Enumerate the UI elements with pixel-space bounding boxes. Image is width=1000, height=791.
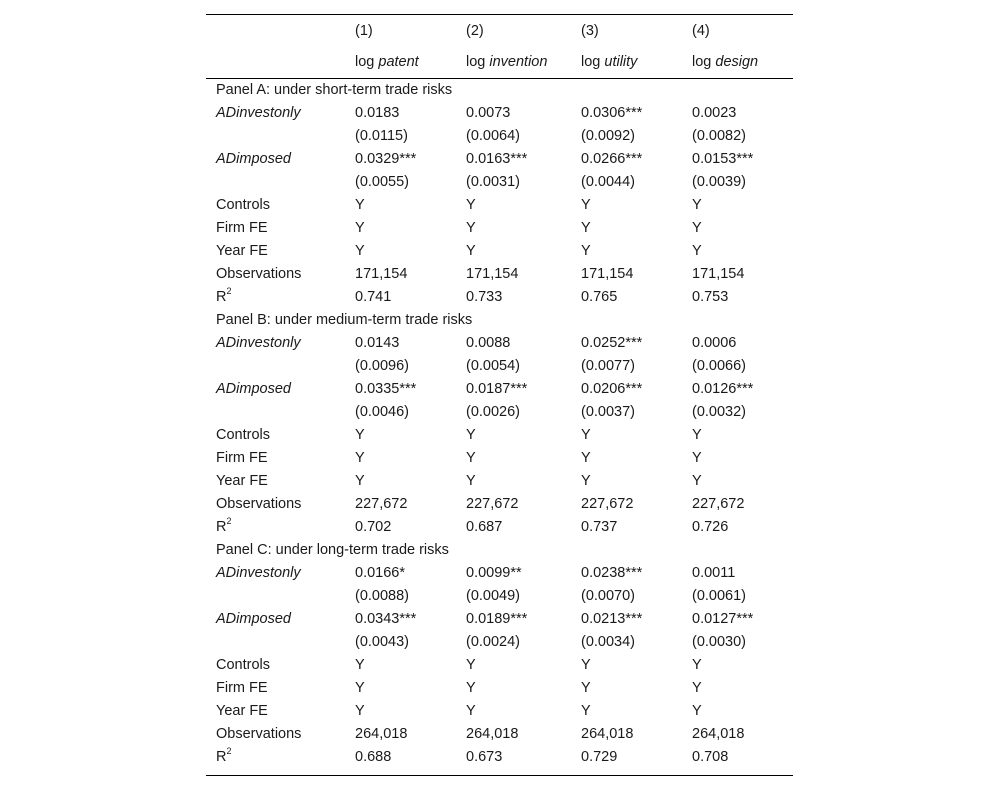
table-cell: Y: [692, 680, 702, 696]
table-row: [206, 378, 793, 401]
row-label: [216, 263, 301, 286]
table-row: [206, 263, 793, 286]
row-label-text: Controls: [216, 427, 270, 443]
table-row: [206, 654, 793, 677]
table-row: [206, 447, 793, 470]
table-cell: Y: [692, 657, 702, 673]
table-cell: Y: [466, 680, 476, 696]
table-row: [206, 746, 793, 769]
table-cell: (0.0054): [466, 358, 521, 374]
table-cell: 0.0023: [692, 105, 737, 121]
table-cell: Y: [581, 197, 591, 213]
panel-title-row: [206, 539, 793, 562]
table-cell: Y: [355, 243, 365, 259]
table-cell: Y: [466, 243, 476, 259]
table-cell: 0.673: [466, 749, 503, 765]
table-cell: Y: [692, 220, 702, 236]
table-cell: Y: [466, 427, 476, 443]
col-3-var: [581, 51, 637, 74]
row-label-text: ADinvestonly: [216, 335, 301, 351]
table-row: [206, 355, 793, 378]
table-cell: Y: [466, 197, 476, 213]
row-label: [216, 240, 268, 263]
table-row: [206, 723, 793, 746]
table-cell: Y: [581, 220, 591, 236]
table-cell: 0.0266***: [581, 151, 643, 167]
table-cell: (0.0064): [466, 128, 521, 144]
table-cell: 0.0011: [692, 565, 736, 581]
table-cell: 0.0189***: [466, 611, 528, 627]
table-cell: 0.688: [355, 749, 392, 765]
table-cell: Y: [466, 473, 476, 489]
table-cell: 0.741: [355, 289, 392, 305]
table-cell: Y: [355, 197, 365, 213]
table-cell: 0.0073: [466, 105, 511, 121]
row-label-text: Year FE: [216, 703, 268, 719]
table-cell: 264,018: [581, 726, 634, 742]
table-cell: (0.0092): [581, 128, 636, 144]
table-cell: (0.0066): [692, 358, 747, 374]
table-cell: 0.737: [581, 519, 618, 535]
row-label-text: Observations: [216, 496, 302, 512]
col-3-prefix: log: [581, 54, 601, 70]
header-row-numbers: [206, 20, 793, 43]
col-4-prefix: log: [692, 54, 712, 70]
table-cell: Y: [692, 473, 702, 489]
row-label-text: Controls: [216, 657, 270, 673]
header-row-vars: [206, 51, 793, 74]
row-label: [216, 378, 291, 401]
col-4-var: [692, 51, 758, 74]
row-label: [216, 447, 268, 470]
table-cell: 0.0166*: [355, 565, 405, 581]
col-1-number: (1): [355, 23, 373, 39]
table-row: [206, 240, 793, 263]
panel-title: Panel C: under long-term trade risks: [216, 542, 449, 558]
table-row: [206, 332, 793, 355]
row-label-text: Firm FE: [216, 220, 268, 236]
table-cell: (0.0046): [355, 404, 410, 420]
panel-title: Panel A: under short-term trade risks: [216, 82, 453, 98]
table-cell: (0.0055): [355, 174, 410, 190]
table-cell: (0.0043): [355, 634, 410, 650]
table-cell: 227,672: [581, 496, 634, 512]
col-2-number: (2): [466, 23, 484, 39]
row-label-text: Firm FE: [216, 450, 268, 466]
row-label: [216, 470, 268, 493]
table-cell: Y: [692, 243, 702, 259]
table-cell: 0.765: [581, 289, 618, 305]
table-cell: (0.0031): [466, 174, 521, 190]
row-label: [216, 746, 232, 769]
table-row: [206, 631, 793, 654]
table-cell: Y: [466, 657, 476, 673]
row-label-text: Firm FE: [216, 680, 268, 696]
table-row: [206, 585, 793, 608]
row-label-text: R: [216, 289, 227, 305]
table-cell: 0.0153***: [692, 151, 754, 167]
table-cell: Y: [581, 680, 591, 696]
row-label: [216, 194, 270, 217]
row-label: [216, 286, 232, 309]
table-cell: 0.0252***: [581, 335, 643, 351]
row-label: [216, 723, 301, 746]
col-2-prefix: log: [466, 54, 486, 70]
row-label: [216, 677, 268, 700]
row-label-text: R: [216, 519, 227, 535]
table-cell: (0.0077): [581, 358, 636, 374]
table-cell: Y: [581, 473, 591, 489]
row-label-text: R: [216, 749, 227, 765]
row-label-text: Year FE: [216, 243, 268, 259]
table-cell: 171,154: [692, 266, 745, 282]
table-row: [206, 148, 793, 171]
table-cell: 171,154: [355, 266, 408, 282]
row-label: [216, 148, 291, 171]
table-cell: Y: [355, 427, 365, 443]
table-cell: 0.0187***: [466, 381, 528, 397]
table-cell: Y: [355, 450, 365, 466]
row-label: [216, 102, 301, 125]
table-row: [206, 516, 793, 539]
panel-title-row: [206, 309, 793, 332]
table-cell: 0.0213***: [581, 611, 643, 627]
table-cell: 0.0206***: [581, 381, 643, 397]
table-cell: Y: [355, 680, 365, 696]
col-2-var: [466, 51, 547, 74]
row-label-text: Controls: [216, 197, 270, 213]
table-cell: 0.0088: [466, 335, 511, 351]
table-cell: (0.0096): [355, 358, 410, 374]
table-cell: 171,154: [581, 266, 634, 282]
table-cell: Y: [692, 703, 702, 719]
table-cell: (0.0070): [581, 588, 636, 604]
table-cell: 227,672: [466, 496, 519, 512]
col-1-prefix: log: [355, 54, 375, 70]
row-label: [216, 700, 268, 723]
table-cell: 0.0143: [355, 335, 400, 351]
table-cell: 0.729: [581, 749, 618, 765]
col-2-varname: invention: [489, 54, 548, 70]
col-1-var: [355, 51, 419, 74]
row-label: [216, 217, 268, 240]
table-cell: 264,018: [692, 726, 745, 742]
table-cell: (0.0024): [466, 634, 521, 650]
table-cell: Y: [355, 220, 365, 236]
table-cell: (0.0115): [355, 128, 408, 144]
table-row: [206, 493, 793, 516]
table-cell: 0.0127***: [692, 611, 754, 627]
table-row: [206, 700, 793, 723]
row-label-superscript: 2: [226, 286, 232, 297]
table-cell: 171,154: [466, 266, 519, 282]
table-cell: (0.0049): [466, 588, 521, 604]
table-cell: (0.0037): [581, 404, 636, 420]
table-cell: Y: [466, 703, 476, 719]
table-row: [206, 608, 793, 631]
row-label-text: Observations: [216, 266, 302, 282]
table-row: [206, 470, 793, 493]
table-cell: (0.0039): [692, 174, 747, 190]
col-3-varname: utility: [604, 54, 638, 70]
table-cell: Y: [466, 450, 476, 466]
table-cell: (0.0030): [692, 634, 747, 650]
row-label-text: ADimposed: [216, 151, 291, 167]
row-label: [216, 516, 232, 539]
table-cell: 0.0343***: [355, 611, 417, 627]
table-row: [206, 401, 793, 424]
row-label-text: ADinvestonly: [216, 565, 301, 581]
table-cell: Y: [692, 427, 702, 443]
table-cell: Y: [581, 703, 591, 719]
row-label: [216, 424, 270, 447]
table-cell: 0.0099**: [466, 565, 522, 581]
table-top-rule: [206, 14, 793, 15]
panel-title-row: [206, 79, 793, 102]
table-cell: 227,672: [692, 496, 745, 512]
table-row: [206, 217, 793, 240]
table-cell: 227,672: [355, 496, 408, 512]
table-row: [206, 562, 793, 585]
table-cell: 0.0126***: [692, 381, 754, 397]
row-label-text: ADimposed: [216, 611, 291, 627]
table-cell: Y: [355, 703, 365, 719]
table-cell: Y: [692, 197, 702, 213]
table-cell: (0.0044): [581, 174, 636, 190]
row-label: [216, 654, 270, 677]
table-row: [206, 102, 793, 125]
row-label-text: ADinvestonly: [216, 105, 301, 121]
table-cell: 0.708: [692, 749, 729, 765]
col-4-number: (4): [692, 23, 710, 39]
table-cell: (0.0088): [355, 588, 410, 604]
table-cell: 0.687: [466, 519, 503, 535]
table-cell: Y: [581, 243, 591, 259]
table-cell: 0.0335***: [355, 381, 417, 397]
table-row: [206, 171, 793, 194]
table-cell: (0.0034): [581, 634, 636, 650]
table-cell: (0.0032): [692, 404, 747, 420]
row-label-text: ADimposed: [216, 381, 291, 397]
table-row: [206, 677, 793, 700]
table-cell: Y: [581, 450, 591, 466]
row-label: [216, 493, 301, 516]
table-cell: Y: [355, 473, 365, 489]
col-4-varname: design: [715, 54, 759, 70]
table-cell: 0.0183: [355, 105, 400, 121]
table-bottom-rule: [206, 775, 793, 776]
row-label: [216, 332, 301, 355]
table-cell: (0.0026): [466, 404, 521, 420]
table-cell: Y: [581, 657, 591, 673]
col-3-number: (3): [581, 23, 599, 39]
table-cell: 0.0006: [692, 335, 737, 351]
table-cell: (0.0082): [692, 128, 747, 144]
table-cell: 264,018: [355, 726, 408, 742]
table-cell: 0.0238***: [581, 565, 643, 581]
table-cell: Y: [581, 427, 591, 443]
table-cell: 0.702: [355, 519, 392, 535]
table-cell: (0.0061): [692, 588, 747, 604]
col-1-varname: patent: [378, 54, 419, 70]
table-cell: 0.0163***: [466, 151, 528, 167]
table-cell: 0.0306***: [581, 105, 643, 121]
table-row: [206, 286, 793, 309]
table-cell: 0.726: [692, 519, 729, 535]
panel-title: Panel B: under medium-term trade risks: [216, 312, 473, 328]
table-cell: Y: [466, 220, 476, 236]
row-label-superscript: 2: [226, 746, 232, 757]
table-cell: 0.0329***: [355, 151, 417, 167]
row-label-text: Observations: [216, 726, 302, 742]
table-cell: Y: [692, 450, 702, 466]
table-row: [206, 194, 793, 217]
table-cell: 0.753: [692, 289, 729, 305]
row-label: [216, 562, 301, 585]
row-label: [216, 608, 291, 631]
table-cell: 264,018: [466, 726, 519, 742]
table-row: [206, 424, 793, 447]
table-cell: 0.733: [466, 289, 503, 305]
row-label-text: Year FE: [216, 473, 268, 489]
table-cell: Y: [355, 657, 365, 673]
row-label-superscript: 2: [226, 516, 232, 527]
table-row: [206, 125, 793, 148]
